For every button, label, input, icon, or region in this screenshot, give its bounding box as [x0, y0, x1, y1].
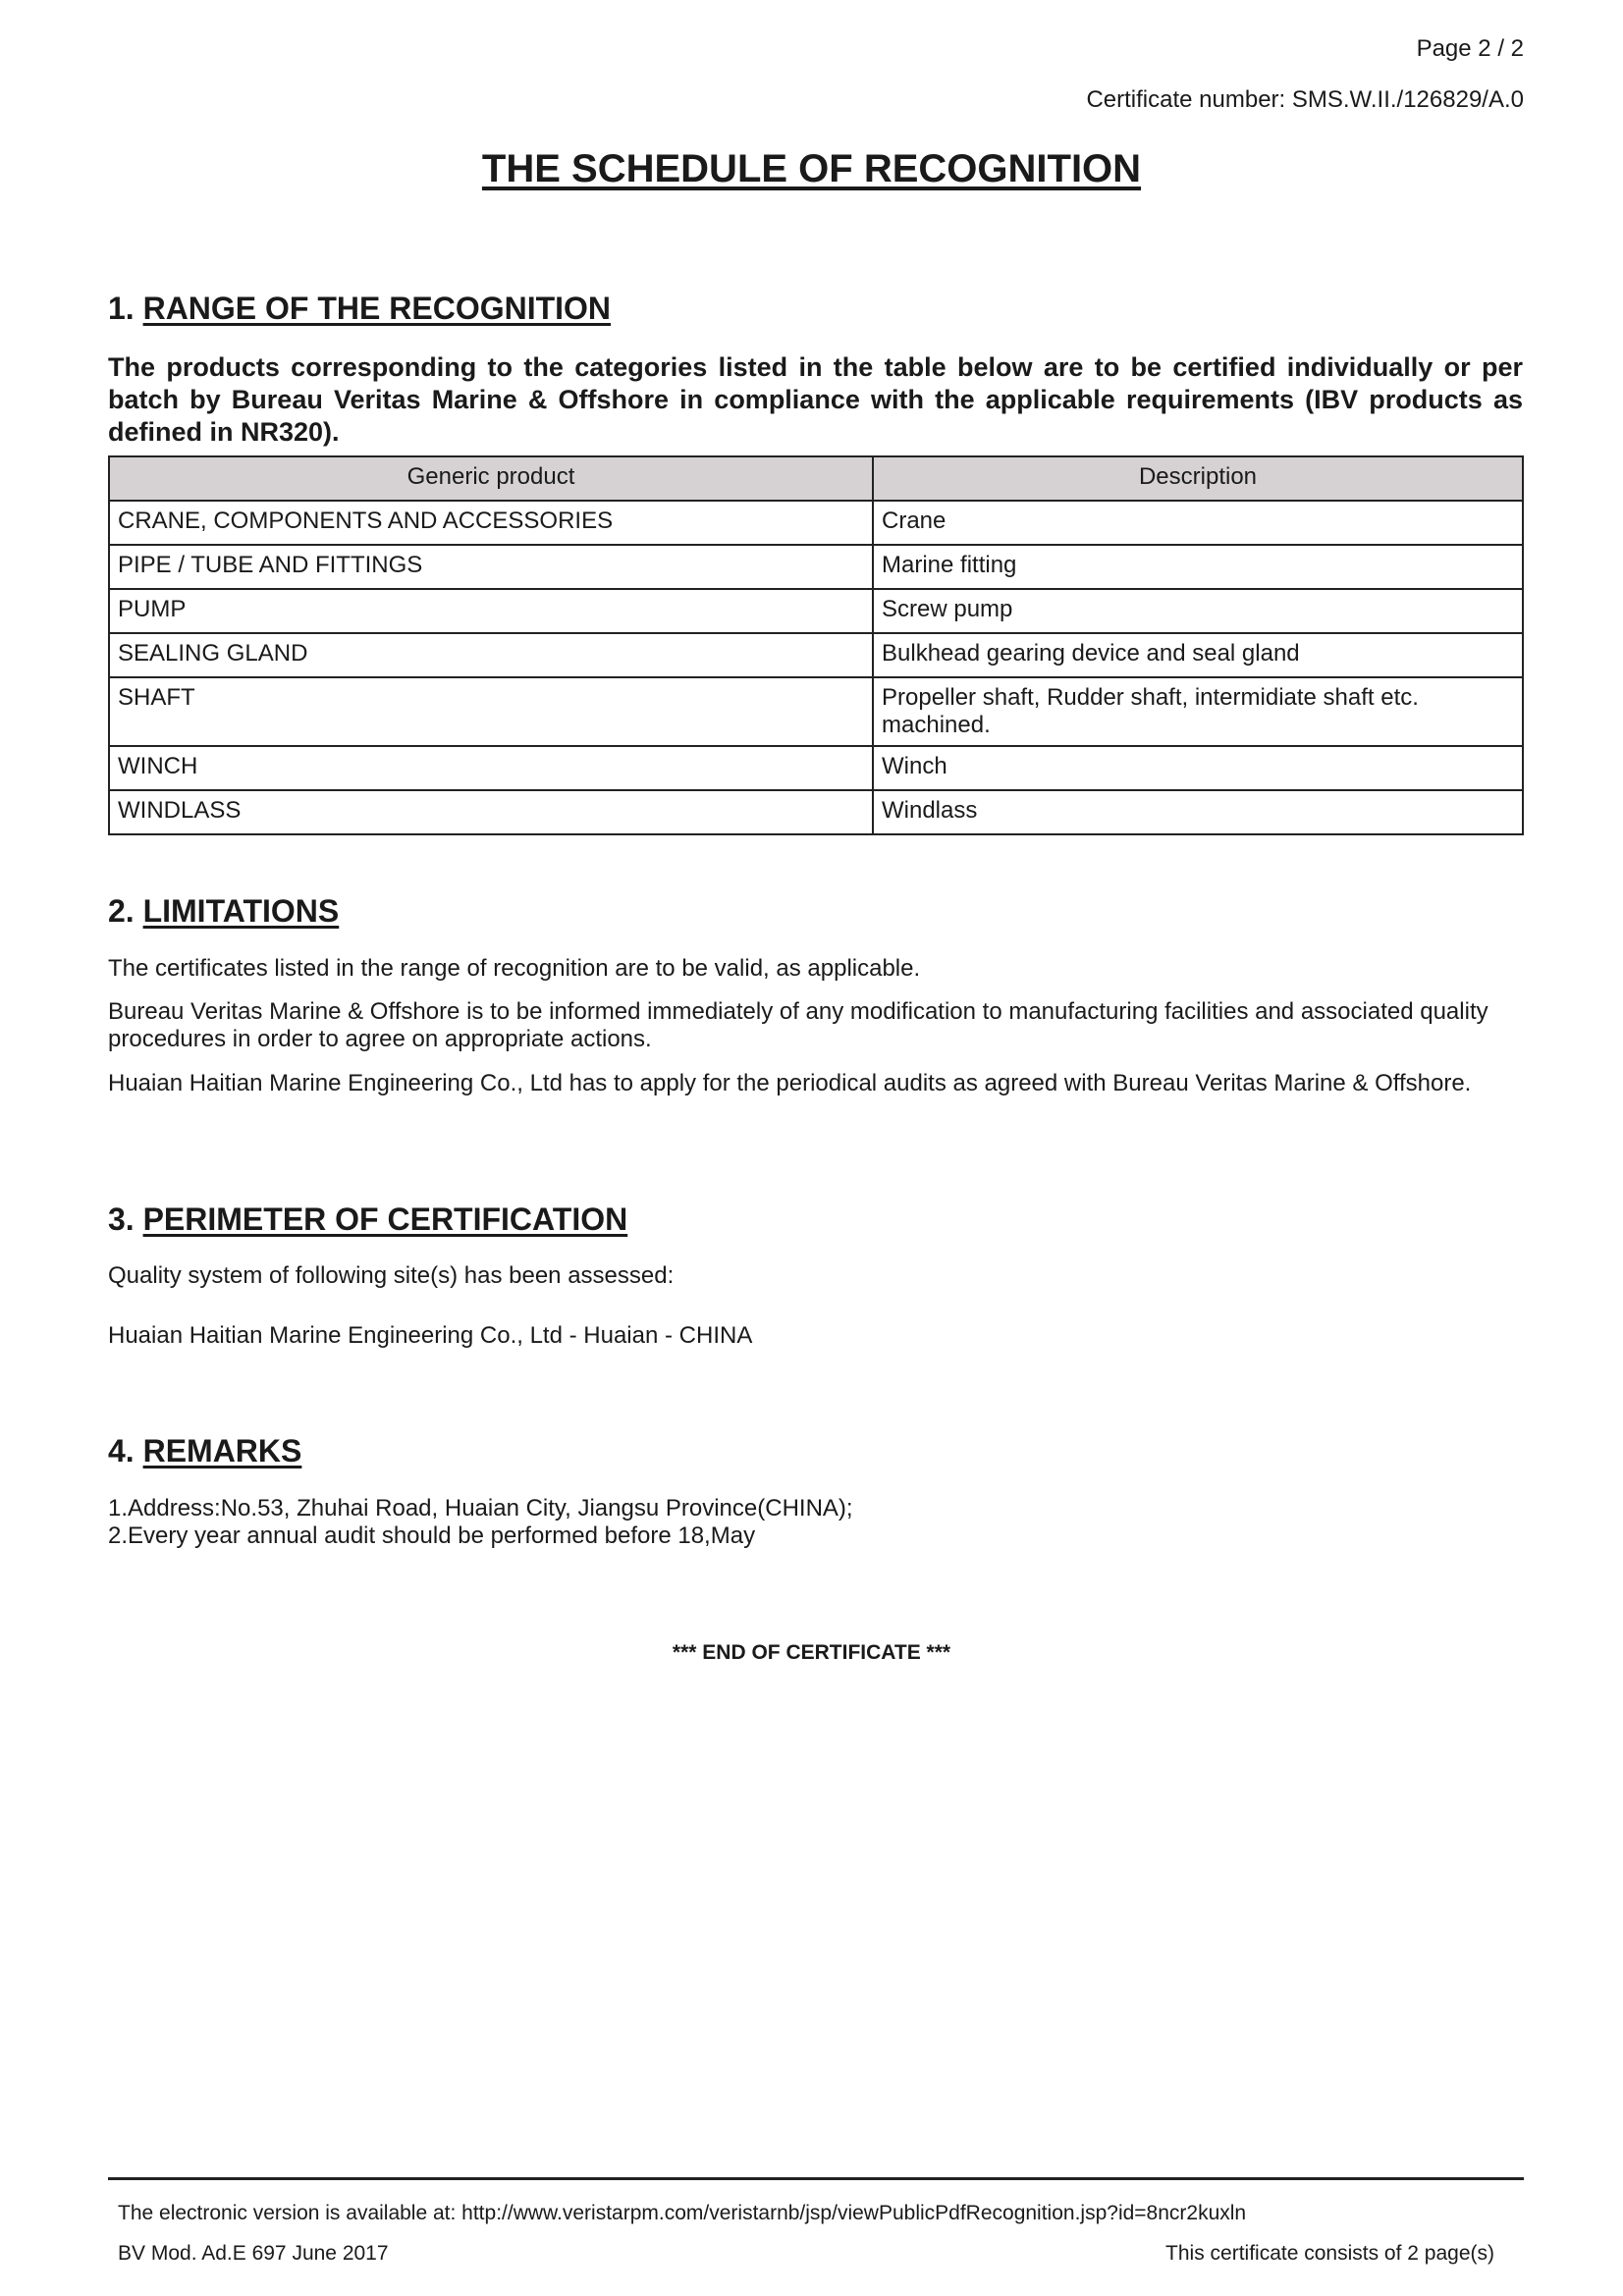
description-cell: Marine fitting — [873, 545, 1523, 589]
table-row — [109, 589, 1523, 633]
column-header-generic-product: Generic product — [109, 456, 873, 501]
column-header-description: Description — [873, 456, 1523, 501]
range-intro: The products corresponding to the categories listed in the table below are to be certified individually or per batch by Bureau Veritas Marine & Offshore in compliance with the applicable requirements (IBV products as defined in NR320). — [108, 352, 1523, 447]
section-title: REMARKS — [142, 1433, 302, 1468]
section-title: LIMITATIONS — [142, 893, 340, 929]
table-row — [109, 633, 1523, 677]
table-row — [109, 746, 1523, 790]
table-row — [109, 545, 1523, 589]
section-number: 3. — [108, 1201, 135, 1237]
footer-divider — [108, 2177, 1524, 2180]
generic-product-cell: PIPE / TUBE AND FITTINGS — [109, 545, 873, 589]
description-cell: Bulkhead gearing device and seal gland — [873, 633, 1523, 677]
end-of-certificate: *** END OF CERTIFICATE *** — [672, 1641, 951, 1664]
section-limitations-heading — [108, 893, 339, 930]
recognition-table — [108, 455, 1524, 835]
description-cell: Screw pump — [873, 589, 1523, 633]
perimeter-site: Huaian Haitian Marine Engineering Co., Ltd - Huaian - CHINA — [108, 1322, 753, 1349]
electronic-version-note: The electronic version is available at: http://www.veristarpm.com/veristarnb/jsp/viewPublicPdfRecognition.jsp?id=8ncr2kuxln — [118, 2202, 1247, 2224]
section-number: 2. — [108, 893, 135, 929]
remark-line: 1.Address:No.53, Zhuhai Road, Huaian City, Jiangsu Province(CHINA); — [108, 1495, 853, 1522]
generic-product-cell: WINDLASS — [109, 790, 873, 834]
remark-line: 2.Every year annual audit should be performed before 18,May — [108, 1522, 756, 1549]
section-range-heading — [108, 291, 611, 327]
section-number: 4. — [108, 1433, 135, 1468]
table-row — [109, 677, 1523, 746]
perimeter-paragraph: Quality system of following site(s) has been assessed: — [108, 1262, 675, 1289]
generic-product-cell: WINCH — [109, 746, 873, 790]
table-row — [109, 501, 1523, 545]
description-cell: Windlass — [873, 790, 1523, 834]
limitations-paragraph: Bureau Veritas Marine & Offshore is to be informed immediately of any modification to manufacturing facilities and associated quality procedures in order to agree on appropriate actions. — [108, 998, 1488, 1052]
generic-product-cell: SEALING GLAND — [109, 633, 873, 677]
description-cell: Crane — [873, 501, 1523, 545]
description-cell: Winch — [873, 746, 1523, 790]
limitations-paragraph: Huaian Haitian Marine Engineering Co., Ltd has to apply for the periodical audits as agreed with Bureau Veritas Marine & Offshore. — [108, 1070, 1472, 1096]
table-header-row — [109, 456, 1523, 501]
form-reference: BV Mod. Ad.E 697 June 2017 — [118, 2242, 389, 2265]
page-title: THE SCHEDULE OF RECOGNITION — [481, 147, 1142, 190]
limitations-paragraph: The certificates listed in the range of recognition are to be valid, as applicable. — [108, 955, 921, 982]
generic-product-cell: CRANE, COMPONENTS AND ACCESSORIES — [109, 501, 873, 545]
section-remarks-heading — [108, 1433, 301, 1469]
page-count-note: This certificate consists of 2 page(s) — [1165, 2242, 1494, 2265]
table-row — [109, 790, 1523, 834]
certificate-number: Certificate number: SMS.W.II./126829/A.0 — [1086, 86, 1524, 113]
section-title: PERIMETER OF CERTIFICATION — [142, 1201, 628, 1237]
page-number: Page 2 / 2 — [1416, 35, 1524, 62]
generic-product-cell: PUMP — [109, 589, 873, 633]
generic-product-cell: SHAFT — [109, 677, 873, 746]
description-cell: Propeller shaft, Rudder shaft, intermidiate shaft etc. machined. — [873, 677, 1523, 746]
section-perimeter-heading — [108, 1201, 627, 1238]
section-number: 1. — [108, 291, 135, 326]
section-title: RANGE OF THE RECOGNITION — [142, 291, 612, 326]
